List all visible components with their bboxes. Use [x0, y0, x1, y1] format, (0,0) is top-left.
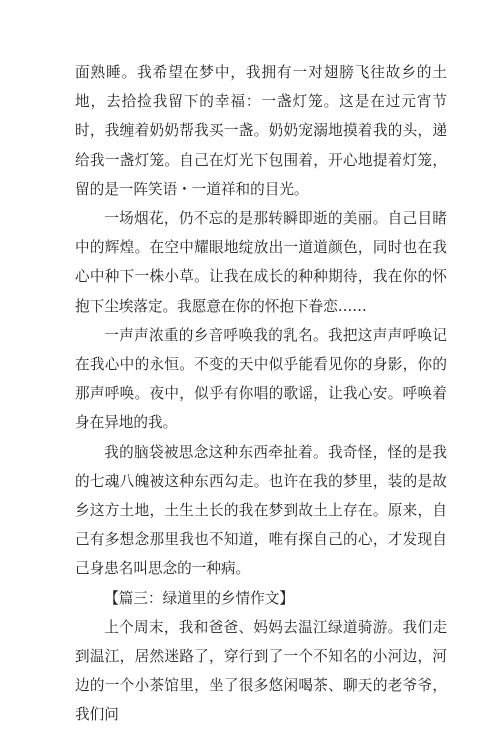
section-heading: 【篇三：绿道里的乡情作文】	[104, 589, 294, 607]
essay-paragraph-5: 上个周末，我和爸爸、妈妈去温江绿道骑游。我们走到温江，居然迷路了，穿行到了一个不知名的小河边，河边的一个小茶馆里，坐了很多悠闲喝茶、聊天的老爷爷，我们问	[75, 618, 447, 724]
essay-paragraph-3: 一声声浓重的乡音呼唤我的乳名。我把这声声呼唤记在我心中的永恒。不变的天中似乎能看见你的身影，你的那声呼唤。夜中，似乎有你唱的歌谣，让我心安。呼唤着身在异地的我。	[75, 326, 447, 432]
essay-paragraph-1: 面熟睡。我希望在梦中，我拥有一对翅膀飞往故乡的土地，去拾捡我留下的幸福：一盏灯笼。这是在过元宵节时，我缠着奶奶帮我买一盏。奶奶宠溺地摸着我的头，递给我一盏灯笼。自己在灯光下包围着，开心地提着灯笼，留的是一阵笑语・一道祥和的目光。	[75, 64, 447, 198]
essay-text-column	[75, 58, 447, 730]
essay-paragraph-4: 我的脑袋被思念这种东西牵扯着。我奇怪，怪的是我的七魂八魄被这种东西勾走。也许在我的梦里，装的是故乡这方土地，土生土长的我在梦到故土上存在。原来，自己有多想念那里我也不知道，唯有探自己的心，才发现自己身患名叫思念的一种病。	[75, 443, 447, 578]
essay-paragraph-2: 一场烟花，仍不忘的是那转瞬即逝的美丽。自己目睹中的辉煌。在空中耀眼地绽放出一道道颜色，同时也在我心中种下一株小草。让我在成长的种种期待，我在你的怀抱下尘埃落定。我愿意在你的怀抱下眷恋……	[75, 210, 447, 315]
